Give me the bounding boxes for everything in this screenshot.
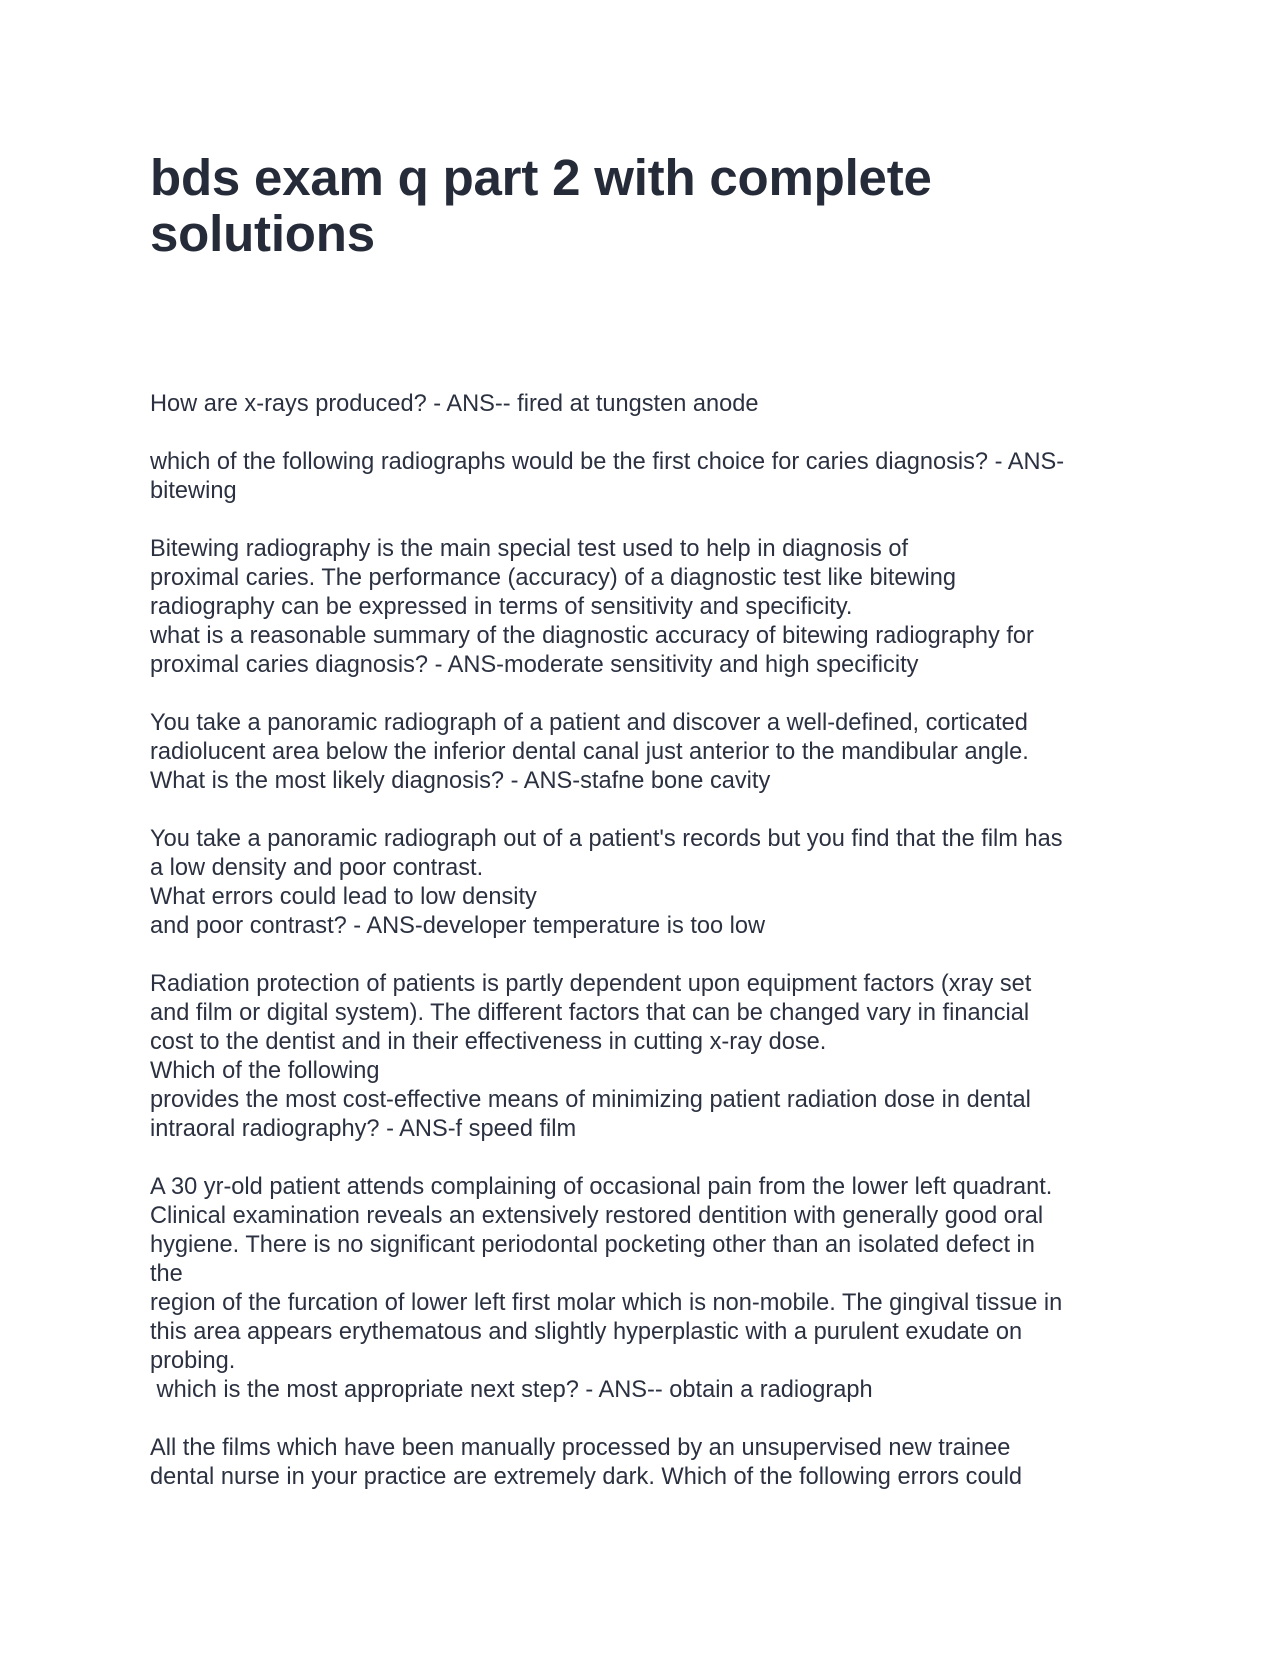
text-line: You take a panoramic radiograph out of a patient's records but you find that the film has: [150, 826, 1063, 852]
text-line: Which of the following: [150, 1058, 380, 1084]
text-line: the: [150, 1261, 183, 1287]
qa-item: [150, 535, 1130, 680]
title-line: bds exam q part 2 with complete: [150, 149, 932, 206]
qa-item: [150, 448, 1130, 506]
qa-item: [150, 1434, 1130, 1492]
qa-list: [150, 390, 1130, 1492]
text-line: Bitewing radiography is the main special test used to help in diagnosis of: [150, 536, 909, 562]
text-line: region of the furcation of lower left first molar which is non-mobile. The gingival tissue in: [150, 1290, 1063, 1316]
qa-item: [150, 825, 1130, 941]
text-line: bitewing: [150, 478, 237, 504]
text-line: and film or digital system). The different factors that can be changed vary in financial: [150, 1000, 1030, 1026]
qa-item: [150, 390, 1130, 419]
text-line: intraoral radiography? - ANS-f speed film: [150, 1116, 577, 1142]
qa-item: [150, 970, 1130, 1144]
text-line: radiolucent area below the inferior dental canal just anterior to the mandibular angle.: [150, 739, 1029, 765]
qa-item: [150, 709, 1130, 796]
text-line: A 30 yr-old patient attends complaining of occasional pain from the lower left quadrant.: [150, 1174, 1053, 1200]
qa-item: [150, 1173, 1130, 1405]
text-line: hygiene. There is no significant periodontal pocketing other than an isolated defect in: [150, 1232, 1035, 1258]
text-line: What is the most likely diagnosis? - ANS-stafne bone cavity: [150, 768, 771, 794]
text-line: probing.: [150, 1348, 236, 1374]
text-line: which of the following radiographs would be the first choice for caries diagnosis? - ANS-: [150, 449, 1065, 475]
title-line: solutions: [150, 205, 375, 262]
text-line: You take a panoramic radiograph of a patient and discover a well-defined, corticated: [150, 710, 1028, 736]
text-line: cost to the dentist and in their effectiveness in cutting x-ray dose.: [150, 1029, 827, 1055]
text-line: and poor contrast? - ANS-developer temperature is too low: [150, 913, 766, 939]
text-line: which is the most appropriate next step? - ANS-- obtain a radiograph: [150, 1377, 873, 1403]
text-line: a low density and poor contrast.: [150, 855, 484, 881]
text-line: this area appears erythematous and slightly hyperplastic with a purulent exudate on: [150, 1319, 1023, 1345]
text-line: How are x-rays produced? - ANS-- fired at tungsten anode: [150, 391, 759, 417]
document-title: [150, 150, 1130, 262]
text-line: proximal caries diagnosis? - ANS-moderate sensitivity and high specificity: [150, 652, 919, 678]
document-page: [150, 150, 1130, 1521]
text-line: dental nurse in your practice are extremely dark. Which of the following errors could: [150, 1464, 1023, 1490]
text-line: Radiation protection of patients is partly dependent upon equipment factors (xray set: [150, 971, 1032, 997]
text-line: What errors could lead to low density: [150, 884, 537, 910]
text-line: proximal caries. The performance (accuracy) of a diagnostic test like bitewing: [150, 565, 957, 591]
text-line: radiography can be expressed in terms of sensitivity and specificity.: [150, 594, 853, 620]
text-line: what is a reasonable summary of the diagnostic accuracy of bitewing radiography for: [150, 623, 1034, 649]
text-line: Clinical examination reveals an extensively restored dentition with generally good oral: [150, 1203, 1044, 1229]
text-line: All the films which have been manually processed by an unsupervised new trainee: [150, 1435, 1011, 1461]
text-line: provides the most cost-effective means of minimizing patient radiation dose in dental: [150, 1087, 1031, 1113]
